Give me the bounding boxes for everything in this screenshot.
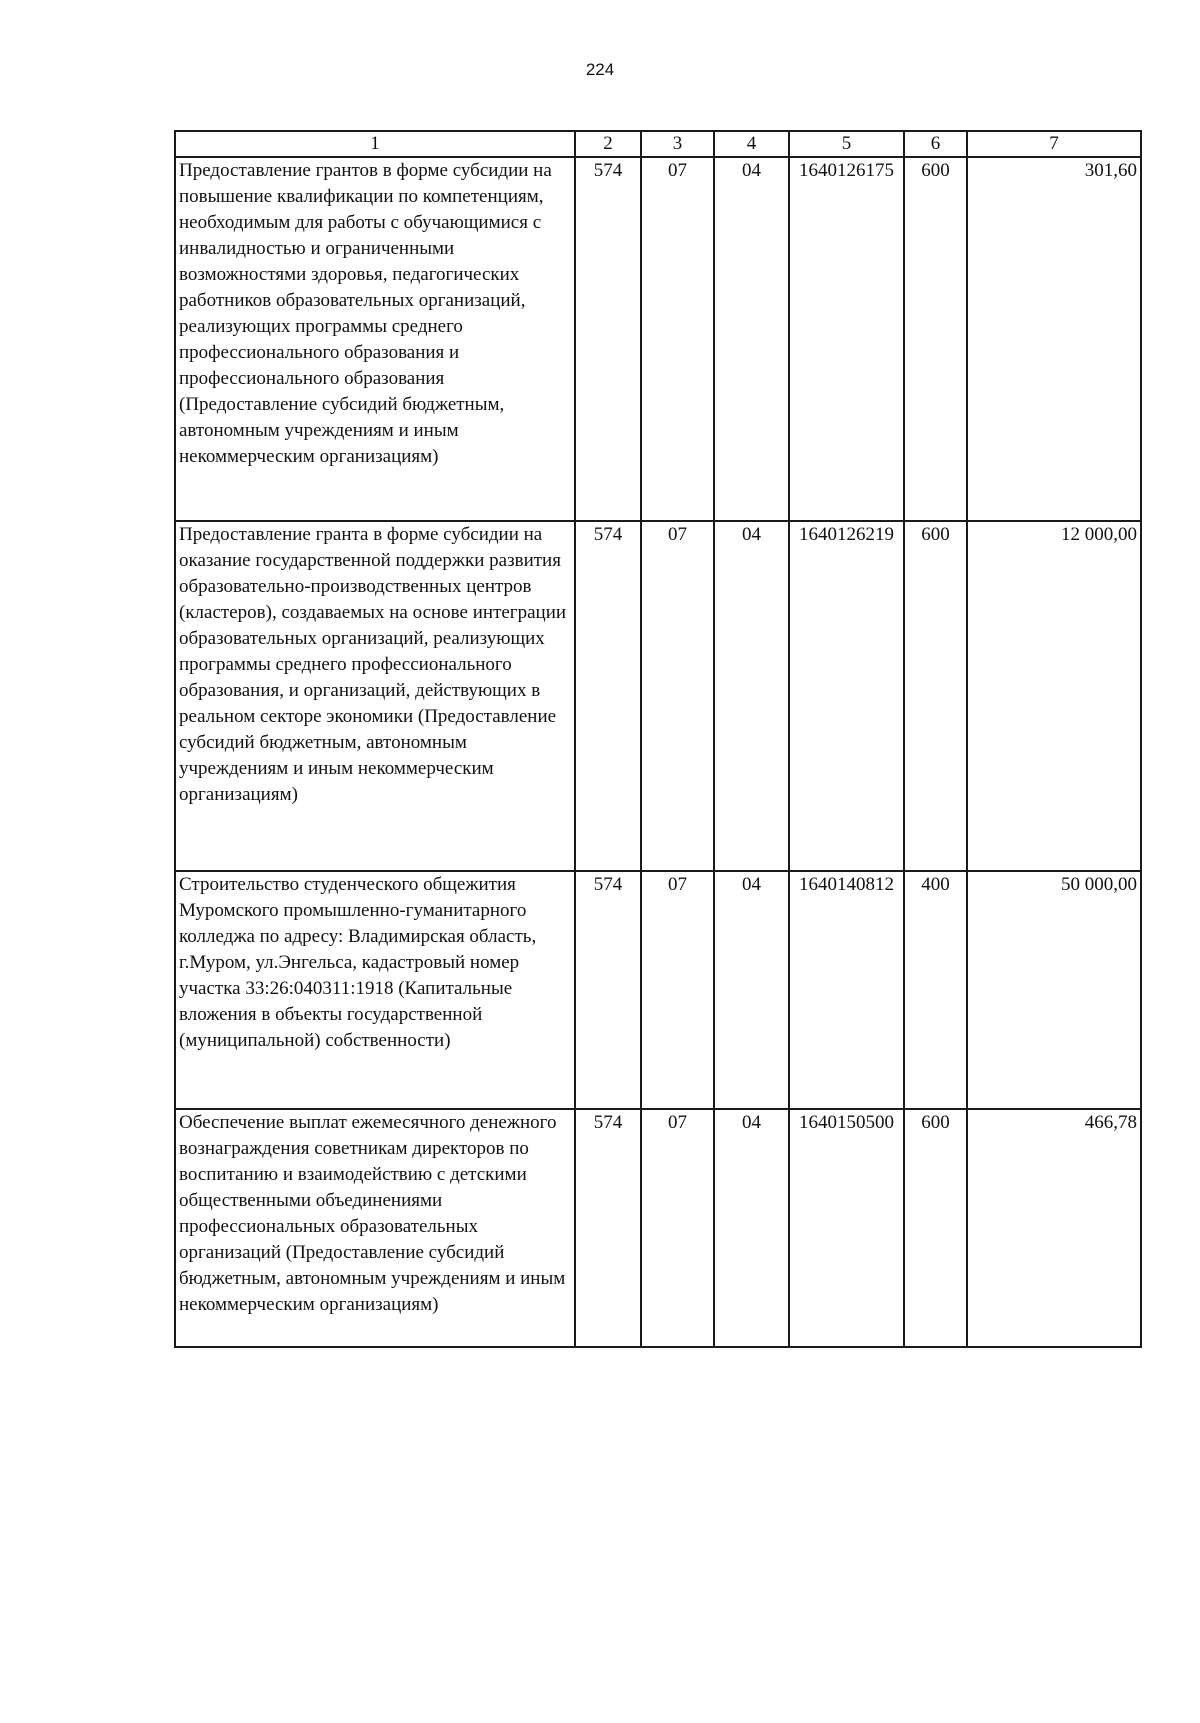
row-col2-cell: 574: [575, 521, 641, 871]
row-col2-cell: 574: [575, 1109, 641, 1347]
row-col3-cell: 07: [641, 871, 714, 1109]
column-header: 4: [714, 131, 789, 157]
row-col3-cell: 07: [641, 1109, 714, 1347]
row-amount-cell: 50 000,00: [967, 871, 1141, 1109]
row-col6-cell: 600: [904, 521, 967, 871]
row-col5-cell: 1640126175: [789, 157, 904, 521]
row-amount-cell: 12 000,00: [967, 521, 1141, 871]
row-col5-cell: 1640126219: [789, 521, 904, 871]
row-col5-cell: 1640150500: [789, 1109, 904, 1347]
column-header: 1: [175, 131, 575, 157]
row-col2-cell: 574: [575, 871, 641, 1109]
column-header: 2: [575, 131, 641, 157]
row-col6-cell: 400: [904, 871, 967, 1109]
row-col4-cell: 04: [714, 521, 789, 871]
table-row: [175, 1109, 1141, 1347]
column-header: 3: [641, 131, 714, 157]
row-col6-cell: 600: [904, 1109, 967, 1347]
column-header: 5: [789, 131, 904, 157]
page-number: 224: [585, 60, 615, 79]
column-header: 7: [967, 131, 1141, 157]
table-row: [175, 521, 1141, 871]
row-amount-cell: 466,78: [967, 1109, 1141, 1347]
table-row: [175, 871, 1141, 1109]
row-col6-cell: 600: [904, 157, 967, 521]
row-name-cell: Предоставление грантов в форме субсидии на повышение квалификации по компетенциям, необходимым для работы с обучающимися с инвалидностью и ограниченными возможностями здоровья, педагогических работников образовательных организаций, реализующих программы среднего профессионального образования и профессионального образования (Предоставление субсидий бюджетным, автономным учреждениям и иным некоммерческим организациям): [175, 157, 575, 521]
row-col4-cell: 04: [714, 1109, 789, 1347]
budget-table: [174, 130, 1142, 1348]
row-col3-cell: 07: [641, 157, 714, 521]
row-col3-cell: 07: [641, 521, 714, 871]
row-col4-cell: 04: [714, 157, 789, 521]
table-row: [175, 157, 1141, 521]
column-header: 6: [904, 131, 967, 157]
row-amount-cell: 301,60: [967, 157, 1141, 521]
row-col5-cell: 1640140812: [789, 871, 904, 1109]
row-name-cell: Обеспечение выплат ежемесячного денежного вознаграждения советникам директоров по воспитанию и взаимодействию с детскими общественными объединениями профессиональных образовательных организаций (Предоставление субсидий бюджетным, автономным учреждениям и иным некоммерческим организациям): [175, 1109, 575, 1347]
row-name-cell: Строительство студенческого общежития Муромского промышленно-гуманитарного колледжа по адресу: Владимирская область, г.Муром, ул.Энгельса, кадастровый номер участка 33:26:040311:1918 (Капитальные вложения в объекты государственной (муниципальной) собственности): [175, 871, 575, 1109]
row-col2-cell: 574: [575, 157, 641, 521]
row-name-cell: Предоставление гранта в форме субсидии на оказание государственной поддержки развития образовательно-производственных центров (кластеров), создаваемых на основе интеграции образовательных организаций, реализующих программы среднего профессионального образования, и организаций, действующих в реальном секторе экономики (Предоставление субсидий бюджетным, автономным учреждениям и иным некоммерческим организациям): [175, 521, 575, 871]
row-col4-cell: 04: [714, 871, 789, 1109]
table-header-row: [175, 131, 1141, 157]
